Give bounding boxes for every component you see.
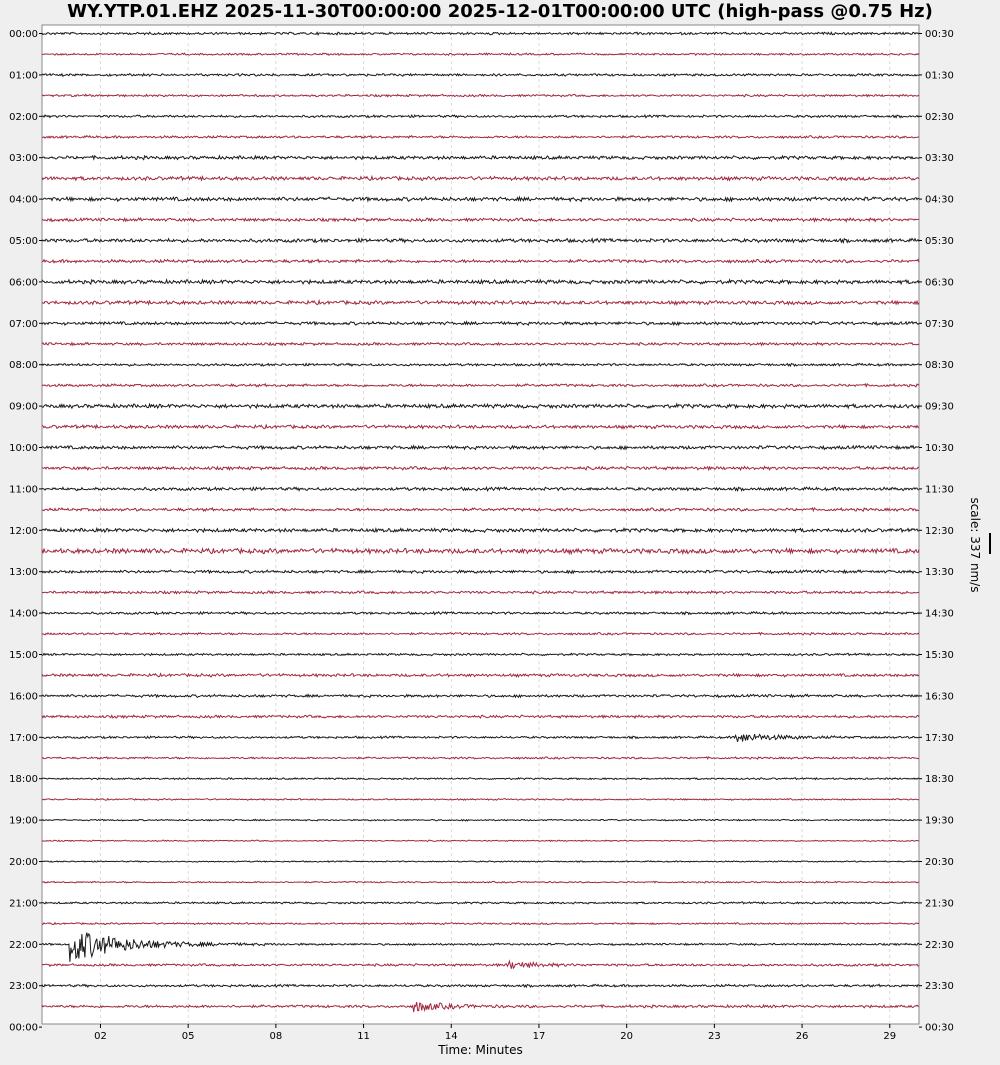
- left-time-label: 09:00: [9, 401, 38, 413]
- left-time-label: 12:00: [9, 525, 38, 537]
- right-time-label: 02:30: [925, 111, 954, 123]
- right-time-label: 13:30: [925, 567, 954, 579]
- right-time-label: 04:30: [925, 194, 954, 206]
- right-time-label: 14:30: [925, 608, 954, 620]
- right-time-label: 19:30: [925, 815, 954, 827]
- right-time-label: 16:30: [925, 691, 954, 703]
- left-time-label: 20:00: [9, 857, 38, 868]
- left-time-label: 17:00: [9, 732, 38, 744]
- x-tick-label: 26: [795, 1031, 809, 1042]
- left-time-label: 11:00: [9, 484, 38, 496]
- left-time-label: 13:00: [9, 567, 38, 579]
- plot-area: [42, 25, 919, 1024]
- scale-label: scale: 337 nm/s: [968, 497, 982, 593]
- right-time-label: 10:30: [925, 443, 954, 454]
- left-time-label: 19:00: [9, 815, 38, 827]
- right-time-label: 11:30: [925, 484, 954, 496]
- left-time-label: 10:00: [9, 443, 38, 454]
- x-tick-label: 23: [707, 1031, 721, 1042]
- left-time-label: 08:00: [9, 360, 38, 372]
- left-time-label: 21:00: [9, 898, 38, 910]
- left-time-label: 07:00: [9, 318, 38, 330]
- x-tick-label: 05: [181, 1031, 195, 1042]
- left-time-label: 23:00: [9, 981, 38, 993]
- x-axis-ticks: [94, 1024, 896, 1042]
- right-time-label: 15:30: [925, 650, 954, 661]
- right-time-label: 12:30: [925, 525, 954, 537]
- right-time-label: 18:30: [925, 774, 954, 786]
- right-time-label: 22:30: [925, 939, 954, 951]
- right-time-label: 08:30: [925, 360, 954, 372]
- x-tick-label: 08: [269, 1031, 283, 1042]
- right-time-labels: [919, 29, 954, 1034]
- x-tick-label: 11: [357, 1031, 370, 1042]
- x-tick-label: 20: [620, 1031, 634, 1042]
- left-time-label: 16:00: [9, 691, 38, 703]
- x-tick-label: 14: [444, 1031, 458, 1042]
- left-time-label: 00:00: [9, 29, 38, 40]
- left-time-label: 06:00: [9, 277, 38, 289]
- left-time-label: 00:00: [9, 1022, 38, 1034]
- left-time-label: 01:00: [9, 70, 38, 82]
- right-time-label: 09:30: [925, 401, 954, 413]
- x-axis-label: Time: Minutes: [438, 1043, 523, 1057]
- right-time-label: 17:30: [925, 732, 954, 744]
- right-time-label: 23:30: [925, 981, 954, 993]
- x-tick-label: 17: [532, 1031, 546, 1042]
- right-time-label: 20:30: [925, 857, 954, 868]
- left-time-label: 03:00: [9, 153, 38, 165]
- right-time-label: 05:30: [925, 236, 954, 247]
- x-tick-label: 29: [883, 1031, 897, 1042]
- left-time-label: 04:00: [9, 194, 38, 206]
- left-time-label: 22:00: [9, 939, 38, 951]
- left-time-label: 14:00: [9, 608, 38, 620]
- right-time-label: 07:30: [925, 318, 954, 330]
- right-time-label: 01:30: [925, 70, 954, 82]
- x-tick-label: 02: [94, 1031, 107, 1042]
- scale-bar: [989, 533, 991, 554]
- right-time-label: 06:30: [925, 277, 954, 289]
- right-time-label: 21:30: [925, 898, 954, 910]
- left-time-label: 02:00: [9, 111, 38, 123]
- left-time-labels: [9, 29, 42, 1034]
- right-time-label: 00:30: [925, 29, 954, 40]
- left-time-label: 05:00: [9, 236, 38, 247]
- chart-title: WY.YTP.01.EHZ 2025-11-30T00:00:00 2025-12-01T00:00:00 UTC (high-pass @0.75 Hz): [67, 1, 933, 22]
- right-time-label: 00:30: [925, 1022, 954, 1034]
- left-time-label: 18:00: [9, 774, 38, 786]
- left-time-label: 15:00: [9, 650, 38, 661]
- right-time-label: 03:30: [925, 153, 954, 165]
